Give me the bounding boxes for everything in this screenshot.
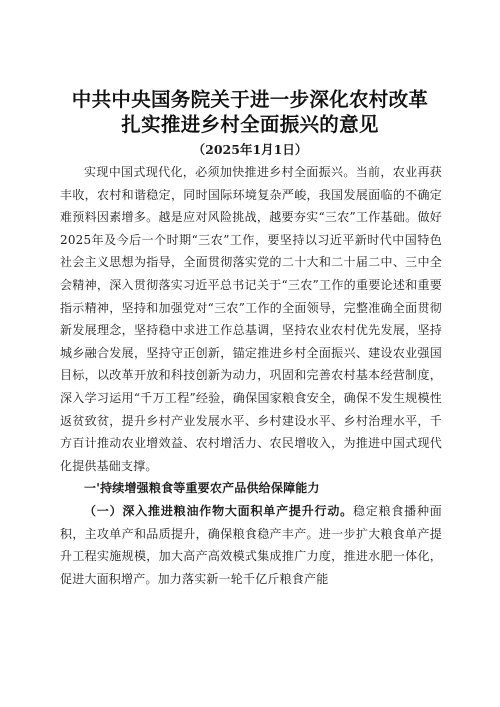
subsection-1-paragraph [60,500,442,590]
document-title-line-1: 中共中央国务院关于进一步深化农村改革 [71,88,429,111]
subsection-1-heading: （一）深入推进粮油作物大面积单产提升行动。 [84,503,353,518]
document-title-line-2: 扎实推进乡村全面振兴的意见 [121,113,379,136]
intro-paragraph: 实现中国式现代化，必须加快推进乡村全面振兴。当前，农业再获丰收，农村和谐稳定，同时国际环境复杂严峻，我国发展面临的不确定难预料因素增多。越是应对风险挑战，越要夯实“三农”工作基础。做好2025年及今后一个时期“三农”工作，要坚持以习近平新时代中国特色社会主义思想为指导，全面贯彻落实党的二十大和二十届二中、三中全会精神，深入贯彻落实习近平总书记关于“三农”工作的重要论述和重要指示精神，坚持和加强党对“三农”工作的全面领导，完整准确全面贯彻新发展理念，坚持稳中求进工作总基调，坚持农业农村优先发展，坚持城乡融合发展，坚持守正创新，锚定推进乡村全面振兴、建设农业强国目标，以改革开放和科技创新为动力，巩固和完善农村基本经营制度，深入学习运用“千万工程”经验，确保国家粮食安全，确保不发生规模性返贫致贫，提升乡村产业发展水平、乡村建设水平、乡村治理水平，千方百计推动农业增效益、农村增活力、农民增收入，为推进中国式现代化提供基础支撑。 [60,165,442,473]
subsection-1-text: 稳定粮食播种面积，主攻单产和品质提升，确保粮食稳产丰产。进一步扩大粮食单产提升工程实施规模，加大高产高效模式集成推广力度，推进水肥一体化，促进大面积增产。加力落实新一轮千亿斤粮食产能 [60,503,442,586]
section-1-heading: 一'持续增强粮食等重要农产品供给保障能力 [84,481,320,496]
document-body [60,161,442,590]
document-date: （2025年1月1日） [192,142,308,157]
